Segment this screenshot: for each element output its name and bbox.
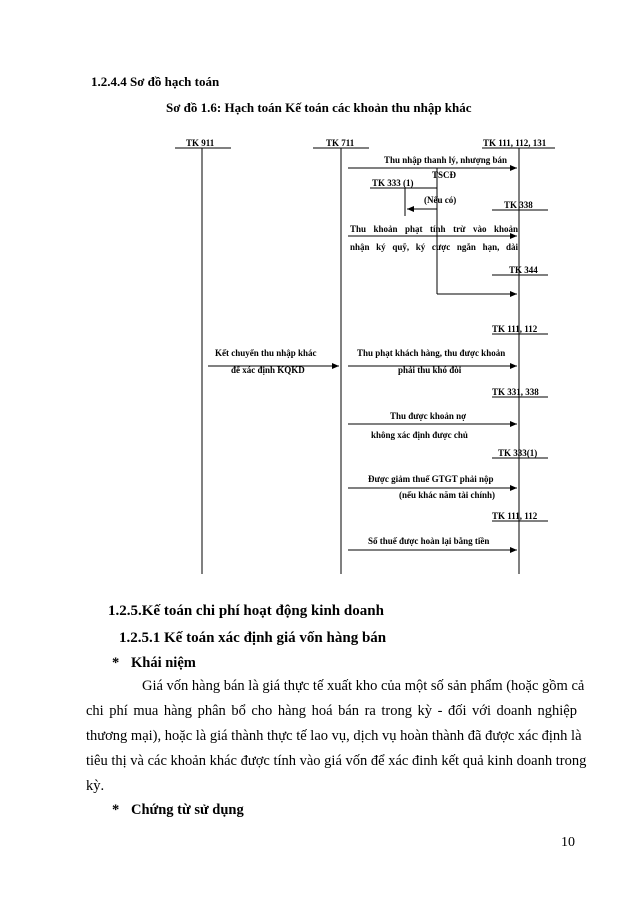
section-heading-1251: 1.2.5.1 Kế toán xác định giá vốn hàng bán — [119, 630, 387, 646]
label-phat-kh-1: Thu phạt khách hàng, thu được khoản — [357, 348, 506, 358]
account-tk111-112-131: TK 111, 112, 131 — [483, 138, 547, 148]
paragraph-line: thương mại), hoặc là giá thành thực tế lao vụ, dịch vụ hoàn thành đã được xác định là — [86, 728, 582, 744]
bullet-marker: * — [112, 802, 120, 818]
label-phat-kh-2: phải thu khó đòi — [398, 365, 462, 375]
account-tk111-112-a: TK 111, 112 — [492, 324, 538, 334]
account-tk338: TK 338 — [504, 200, 533, 210]
label-ket-chuyen-2: để xác định KQKD — [231, 365, 305, 375]
page-number: 10 — [561, 835, 575, 850]
label-hoan-thue: Số thuế được hoàn lại bằng tiền — [368, 536, 490, 546]
bullet-title-chung-tu: Chứng từ sử dụng — [131, 802, 244, 818]
account-tk3331b: TK 333(1) — [498, 448, 538, 458]
account-tk331-338: TK 331, 338 — [492, 387, 539, 397]
account-tk111-112-b: TK 111, 112 — [492, 511, 538, 521]
account-tk333-1: TK 333 (1) — [372, 178, 414, 188]
paragraph-line: Giá vốn hàng bán là giá thực tế xuất kho của một số sản phẩm (hoặc gồm cả — [142, 678, 585, 694]
label-ket-chuyen-1: Kết chuyển thu nhập khác — [215, 348, 317, 358]
label-thue-1: Được giảm thuế GTGT phải nộp — [368, 474, 494, 484]
diagram-title: Sơ đồ 1.6: Hạch toán Kế toán các khoản thu nhập khác — [166, 100, 472, 115]
bullet-marker: * — [112, 655, 120, 671]
label-phat-1: Thu khoản phạt tính trừ vào khoản — [350, 224, 518, 234]
label-thanh-ly-1: Thu nhập thanh lý, nhượng bán — [384, 155, 507, 165]
label-no-1: Thu được khoản nợ — [390, 411, 467, 421]
account-tk711: TK 711 — [326, 138, 355, 148]
label-thanh-ly-2: TSCĐ — [432, 170, 457, 180]
account-tk344: TK 344 — [509, 265, 538, 275]
bullet-title-khai-niem: Khái niệm — [131, 655, 196, 671]
paragraph-line: chi phí mua hàng phân bổ cho hàng hoá bán ra trong kỳ - đối với doanh nghiệp — [86, 703, 577, 719]
paragraph-line: tiêu thị và các khoản khác được tính vào giá vốn để xác đinh kết quả kinh doanh trong — [86, 753, 587, 769]
label-neu-co: (Nếu có) — [424, 195, 457, 205]
section-heading-1244: 1.2.4.4 Sơ đồ hạch toán — [91, 74, 220, 89]
paragraph-line: kỳ. — [86, 778, 105, 794]
label-phat-2: nhận ký quỹ, ký cược ngắn hạn, dài — [350, 242, 518, 252]
section-heading-125: 1.2.5.Kế toán chi phí hoạt động kinh doanh — [108, 603, 384, 619]
label-no-2: không xác định được chủ — [371, 430, 468, 440]
account-tk911: TK 911 — [186, 138, 215, 148]
label-thue-2: (nếu khác năm tài chính) — [399, 490, 496, 500]
